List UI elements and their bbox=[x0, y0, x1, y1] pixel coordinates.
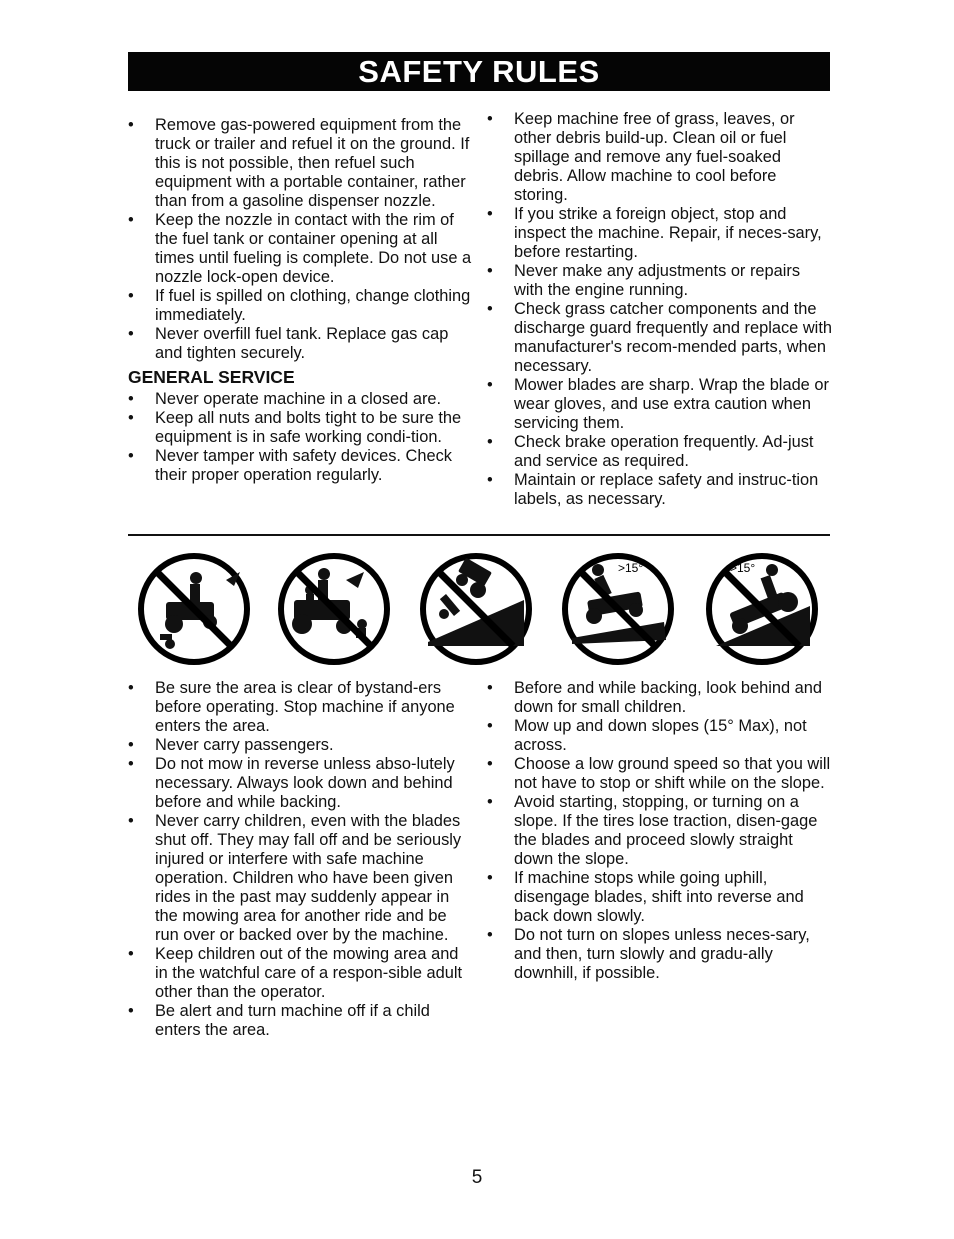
section-heading-general-service: GENERAL SERVICE bbox=[128, 367, 295, 387]
list-item: • Never operate machine in a closed are. bbox=[128, 390, 473, 409]
page-number: 5 bbox=[471, 1167, 483, 1188]
list-item: • Be sure the area is clear of bystand-ers before operating. Stop machine if anyone enters the area. bbox=[128, 679, 473, 736]
list-item: • Keep machine free of grass, leaves, or other debris build-up. Clean oil or fuel spillage and remove any fuel-soaked debris. Allow machine to cool before storing. bbox=[487, 110, 832, 205]
list-item: • Never tamper with safety devices. Check their proper operation regularly. bbox=[128, 447, 473, 485]
slope-section bbox=[487, 679, 832, 983]
no-up-slope-icon bbox=[702, 550, 822, 668]
list-item: • Check grass catcher components and the discharge guard frequently and replace with manufacturer's recom-mended parts, when necessary. bbox=[487, 300, 832, 376]
list-item: • Keep all nuts and bolts tight to be sure the equipment is in safe working condi-tion. bbox=[128, 409, 473, 447]
no-passengers-icon bbox=[274, 550, 394, 668]
safety-pictogram-row bbox=[128, 550, 830, 668]
list-item: • Never overfill fuel tank. Replace gas cap and tighten securely. bbox=[128, 325, 473, 363]
section-divider bbox=[128, 534, 830, 536]
list-item: • Do not turn on slopes unless neces-sary, and then, turn slowly and gradu-ally downhill, if possible. bbox=[487, 926, 832, 983]
list-item: • Keep children out of the mowing area and in the watchful care of a respon-sible adult other than the operator. bbox=[128, 945, 473, 1002]
fuel-section bbox=[128, 116, 473, 485]
operation-section bbox=[128, 679, 473, 1040]
list-item: • Never carry children, even with the blades shut off. They may fall off and be seriously injured or interfere with safe machine operation. Children who have been given rides in the past may suddenly appear in the mowing area for another ride and be run over or backed over by the machine. bbox=[128, 812, 473, 945]
list-item: • Remove gas-powered equipment from the truck or trailer and refuel it on the ground. If this is not possible, then refuel such equipment with a portable container, rather than from a gasoline dispenser nozzle. bbox=[128, 116, 473, 211]
list-item: • Keep the nozzle in contact with the rim of the fuel tank or container opening at all times until fueling is complete. Do not use a nozzle lock-open device. bbox=[128, 211, 473, 287]
no-steep-slope-icon bbox=[416, 550, 536, 668]
list-item: • Choose a low ground speed so that you will not have to stop or shift while on the slope. bbox=[487, 755, 832, 793]
list-item: • If machine stops while going uphill, disengage blades, shift into reverse and back down slowly. bbox=[487, 869, 832, 926]
list-item: • Be alert and turn machine off if a child enters the area. bbox=[128, 1002, 473, 1040]
list-item: • If fuel is spilled on clothing, change clothing immediately. bbox=[128, 287, 473, 325]
list-item: • Do not mow in reverse unless abso-lutely necessary. Always look down and behind before and while backing. bbox=[128, 755, 473, 812]
list-item: • Mower blades are sharp. Wrap the blade or wear gloves, and use extra caution when servicing them. bbox=[487, 376, 832, 433]
maintenance-section bbox=[487, 110, 832, 509]
list-item: • Never carry passengers. bbox=[128, 736, 473, 755]
list-item: • Before and while backing, look behind and down for small children. bbox=[487, 679, 832, 717]
list-item: • Maintain or replace safety and instruc-tion labels, as necessary. bbox=[487, 471, 832, 509]
no-reverse-mowing-icon bbox=[134, 550, 254, 668]
list-item: • Avoid starting, stopping, or turning on a slope. If the tires lose traction, disen-gage the blades and proceed slowly straight down the slope. bbox=[487, 793, 832, 869]
list-item: • If you strike a foreign object, stop and inspect the machine. Repair, if neces-sary, before restarting. bbox=[487, 205, 832, 262]
page-title: SAFETY RULES bbox=[128, 52, 830, 91]
list-item: • Mow up and down slopes (15° Max), not across. bbox=[487, 717, 832, 755]
list-item: • Never make any adjustments or repairs with the engine running. bbox=[487, 262, 832, 300]
slope-angle-label: >15° bbox=[730, 561, 756, 575]
slope-angle-label: >15° bbox=[618, 561, 644, 575]
list-item: • Check brake operation frequently. Ad-just and service as required. bbox=[487, 433, 832, 471]
no-across-slope-icon bbox=[558, 550, 678, 668]
